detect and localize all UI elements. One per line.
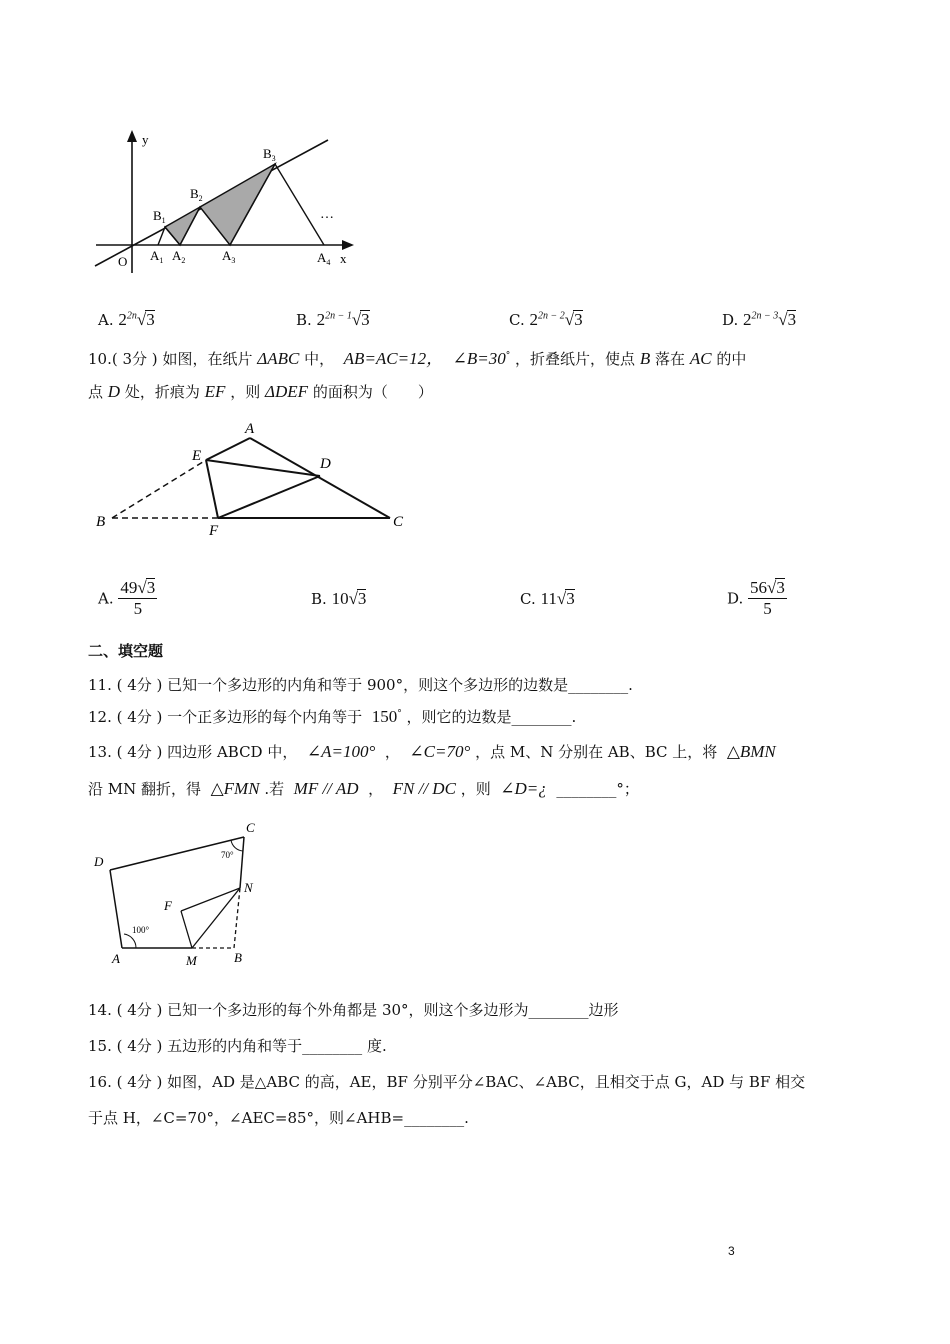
label-a1: $A_1$ [150,248,164,265]
segment-da [110,870,122,948]
label-a3: $A_3$ [222,248,236,265]
option-fraction: $\frac{49√3}{5}$ [120,578,156,618]
label-x: x [340,251,347,266]
option-expression: 10√3 [331,589,367,608]
label-b2: $B_2$ [190,186,203,203]
label-a4: $A_4$ [317,250,331,267]
label-a: A [245,421,255,437]
option-expression: $2^{2n}√3$ [118,310,155,329]
option-label: C. [520,590,536,608]
q10-line-2: 点 D 处，折痕为 EF ，则 ΔDEF 的面积为（ ） [88,382,433,401]
section-title: 二、填空题 [88,642,164,660]
question-16-line-1: 16. ( 4分 ) 如图，AD 是△ABC 的高，AE，BF 分别平分∠BAC、∠ABC，且相交于点 G，AD 与 BF 相交 [88,1073,806,1091]
label-o: O [118,254,128,269]
label-c: C [393,514,404,530]
label-y: y [142,132,149,147]
figure-q10 [92,418,417,543]
page-number: 3 [728,1244,735,1258]
segment-fm [181,911,192,948]
label-angle-100: 100° [132,925,150,935]
label-d: D [320,456,331,472]
y-axis-arrow [127,130,137,142]
label-e: E [192,448,202,464]
q10-option-b[interactable] [311,589,366,609]
q9-option-c[interactable] [509,310,583,330]
label-angle-70: 70° [221,850,234,860]
option-label: A. [98,589,114,608]
question-13-line-2: 沿 MN 翻折，得 △FMN .若 MF // AD ， FN // DC ，则 ∠D=¿ ________°； [88,779,639,798]
figure-q9 [92,126,362,276]
option-fraction: $\frac{56√3}{5}$ [750,578,785,618]
x-axis-arrow [342,240,354,250]
segment-ea [206,438,250,460]
label-m: M [186,953,197,968]
question-13-line-1: 13. ( 4分 ) 四边形 ABCD 中， ∠A=100° ， ∠C=70° ，点 M、N 分别在 AB、BC 上，将 △BMN [88,742,776,761]
q10-option-d[interactable] [727,578,787,619]
segment-ef [206,460,218,518]
label-b1: $B_1$ [153,208,166,225]
option-expression: $2^{2n - 2}√3$ [529,310,583,329]
option-label: B. [311,590,327,608]
label-b: B [96,514,106,530]
label-a: A [112,951,120,966]
question-14: 14. ( 4分 ) 已知一个多边形的每个外角都是 30°，则这个多边形为________边形 [88,1001,619,1019]
label-n: N [244,880,253,895]
q10-option-c[interactable] [520,589,575,609]
label-d: D [94,854,104,869]
figure-q13 [88,816,273,974]
label-b: B [234,950,242,965]
option-label: D. [722,311,739,329]
option-expression: 11√3 [540,589,575,608]
question-12: 12. ( 4分 ) 一个正多边形的每个内角等于 150° ，则它的边数是________. [88,707,577,726]
segment-ac [250,438,390,518]
label-c: C [246,820,255,835]
question-15: 15. ( 4分 ) 五边形的内角和等于________ 度. [88,1037,387,1055]
option-label: B. [296,311,312,329]
option-expression: $2^{2n - 3}√3$ [743,310,797,329]
option-label: C. [509,311,525,329]
option-label: D. [727,589,744,608]
option-label: A. [98,311,114,329]
question-11: 11. ( 4分 ) 已知一个多边形的内角和等于 900°，则这个多边形的边数是________. [88,676,633,694]
q10-line-1: 10.( 3分 ) 如图，在纸片 ΔABC 中， AB=AC=12， ∠B=30° ，折叠纸片，使点 B 落在 AC 的中 [88,349,747,368]
option-expression: $2^{2n - 1}√3$ [316,310,370,329]
q10-option-a[interactable] [98,578,157,619]
segment-fd [218,476,320,518]
label-a2: $A_2$ [172,248,186,265]
dashed-bn [234,888,240,948]
q9-option-d[interactable] [722,310,796,330]
label-ellipsis: … [320,207,334,222]
label-f: F [209,523,219,539]
label-f: F [164,898,172,913]
dashed-be [112,460,206,518]
q9-option-a[interactable] [98,310,155,330]
label-b3: $B_3$ [263,146,276,163]
question-16-line-2: 于点 H，∠C=70°，∠AEC=85°，则∠AHB=________. [88,1109,469,1127]
angle-arc-a [124,934,136,948]
q9-option-b[interactable] [296,310,370,330]
